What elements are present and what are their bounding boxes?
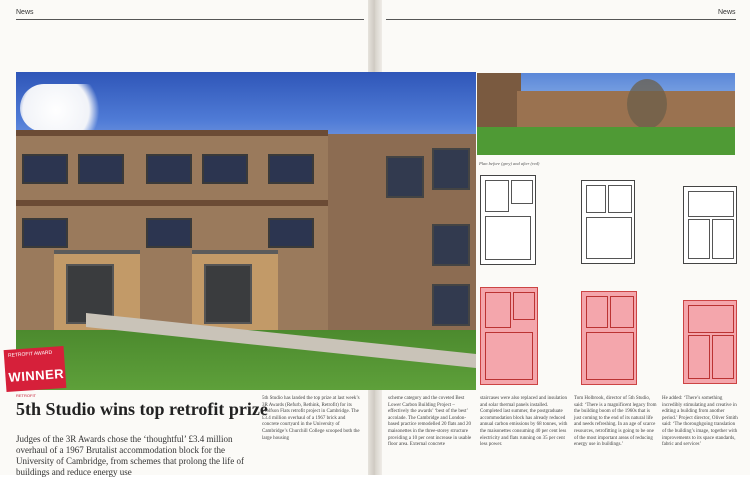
- plan-room: [688, 305, 734, 333]
- photo-window: [432, 284, 470, 326]
- plan-room: [586, 217, 632, 259]
- floor-plan-before: [683, 186, 737, 264]
- plans-caption: Plan before (grey) and after (red): [479, 161, 540, 166]
- plan-room: [712, 335, 734, 379]
- photo-window: [78, 154, 124, 184]
- plan-room: [511, 180, 533, 204]
- courtyard-lawn: [477, 127, 735, 155]
- plan-room: [712, 219, 734, 259]
- floor-plan-after: [683, 300, 737, 384]
- photo-window: [268, 218, 314, 248]
- photo-cloud: [20, 84, 110, 132]
- photo-window: [146, 218, 192, 248]
- body-column-3: staircases were also replaced and insulation and solar thermal panels installed. Completed last summer, the postgraduate accommodation block has already reduced annual carbon emissions by 68 tonnes, with the maisonettes consuming 40 per cent less electricity and flats running on 35 per cent less power.: [480, 396, 568, 448]
- plan-room: [688, 335, 710, 379]
- article-headline: 5th Studio wins top retrofit prize: [16, 399, 268, 419]
- plan-room: [586, 296, 608, 328]
- plan-room: [610, 296, 634, 328]
- header-rule-right: [386, 19, 736, 20]
- photo-window: [268, 154, 314, 184]
- plan-room: [485, 292, 511, 328]
- header-rule-left: [16, 19, 364, 20]
- body-column-5: He added: ‘There’s something incredibly stimulating and creative in editing a building from another period.’ Project director, Oliver Smith said: ‘The thoroughgoing translation of the building’s image, together with improvements to its space standards, fabric and services’: [662, 396, 738, 448]
- winner-badge: [4, 346, 67, 392]
- plan-room: [485, 332, 533, 380]
- plan-room: [688, 191, 734, 217]
- floor-plan-before: [480, 175, 536, 265]
- plan-room: [485, 216, 531, 260]
- courtyard-photo: [477, 73, 735, 155]
- floor-band: [16, 130, 328, 136]
- plan-room: [513, 292, 535, 320]
- body-column-4: Tom Holbrook, director of 5th Studio, said: ‘There is a magnificent legacy from the building boom of the 1960s that is just coming to the end of its natural life and needs refreshing. In an age of scarce resources, retrofitting is going to be one of the most important areas of reducing energy use in buildings.’: [574, 396, 657, 448]
- photo-window: [432, 148, 470, 190]
- photo-window: [146, 154, 192, 184]
- photo-building-side: [328, 134, 476, 344]
- body-column-1: 5th Studio has landed the top prize at last week’s 3R Awards (Refurb, Rethink, Retrofit) for its Wolfson Flats retrofit project in Cambridge. The £3.4 million overhaul of a 1967 brick and concrete courtyard in the University of Cambridge’s Churchill College scooped both the large housing: [262, 396, 360, 441]
- badge-top-text: RETROFIT AWARD: [7, 349, 53, 359]
- main-building-photo: [16, 72, 476, 390]
- body-column-2: scheme category and the coveted Best Lower Carbon Building Project – effectively the awards’ ‘best of the best’ accolade. The Cambridge and London-based practice remodelled 20 flats and 20 maisonettes in the three-storey structure providing a 10 per cent increase in usable floor area. External concrete: [388, 396, 472, 448]
- plan-room: [608, 185, 632, 213]
- plan-room: [586, 185, 606, 213]
- photo-window: [386, 156, 424, 198]
- courtyard-building: [517, 91, 735, 127]
- photo-window: [22, 154, 68, 184]
- article-standfirst: Judges of the 3R Awards chose the ‘thoughtful’ £3.4 million overhaul of a 1967 Brutalist accommodation block for the University of Cambridge, from schemes that prolong the life of buildings and reduce energy use: [16, 434, 244, 477]
- plan-room: [586, 332, 634, 380]
- running-head-left: News: [16, 9, 34, 16]
- floor-plan-before: [581, 180, 635, 264]
- floor-plan-after: [480, 287, 538, 385]
- photo-window: [22, 218, 68, 248]
- plan-room: [688, 219, 710, 259]
- courtyard-tree: [627, 79, 667, 129]
- photo-building-front: [16, 130, 328, 330]
- plan-room: [485, 180, 509, 212]
- photo-window: [202, 154, 248, 184]
- bay-window: [204, 264, 252, 324]
- article-kicker: RETROFIT: [16, 393, 36, 398]
- floor-plan-after: [581, 291, 637, 385]
- floor-band: [16, 200, 328, 206]
- photo-window: [432, 224, 470, 266]
- running-head-right: News: [718, 9, 736, 16]
- badge-label: WINNER: [7, 365, 65, 385]
- timber-bay: [192, 250, 278, 332]
